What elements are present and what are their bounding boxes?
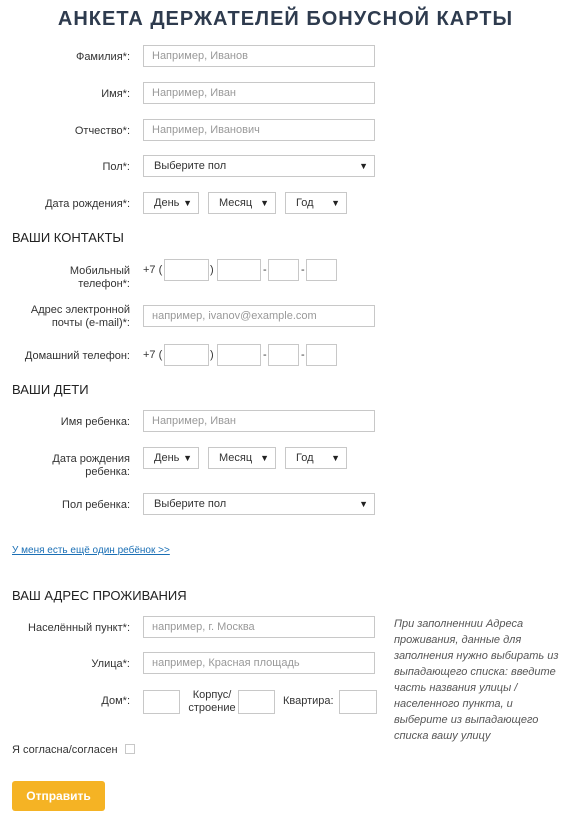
child-gender-label: Пол ребенка: <box>62 499 130 511</box>
mobile-phone-prefix: +7 ( <box>143 264 163 276</box>
home-phone-label: Домашний телефон: <box>24 350 130 362</box>
street-input[interactable]: например, Красная площадь <box>143 652 375 674</box>
chevron-down-icon: ▼ <box>260 453 269 463</box>
home-phone-paren: ) <box>210 349 214 361</box>
child-birth-day-value: День <box>154 452 180 464</box>
consent-checkbox[interactable] <box>125 744 135 754</box>
chevron-down-icon: ▼ <box>359 161 368 171</box>
chevron-down-icon: ▼ <box>359 499 368 509</box>
address-heading: ВАШ АДРЕС ПРОЖИВАНИЯ <box>12 588 187 603</box>
mobile-phone-part2-input[interactable] <box>268 259 299 281</box>
birth-year-select[interactable] <box>285 192 347 214</box>
child-birth-year-value: Год <box>296 452 314 464</box>
address-note: При заполненнии Адреса проживания, данные для заполнения нужно выбирать из выпадающего списка: введите часть названия улицы / населенного пункта, и выберите из выпадающего списка вашу улицу <box>394 618 559 742</box>
chevron-down-icon: ▼ <box>331 198 340 208</box>
child-name-input[interactable]: Например, Иван <box>143 410 375 432</box>
first-name-label: Имя*: <box>101 88 130 100</box>
child-birth-label-line2: ребенка: <box>85 466 130 478</box>
child-birth-label <box>20 453 130 479</box>
children-heading: ВАШИ ДЕТИ <box>12 382 89 397</box>
contacts-heading: ВАШИ КОНТАКТЫ <box>12 230 124 245</box>
mobile-phone-label <box>20 265 130 291</box>
gender-label: Пол*: <box>102 161 130 173</box>
house-label: Дом*: <box>101 695 130 707</box>
house-input[interactable] <box>143 690 180 714</box>
submit-button[interactable]: Отправить <box>12 781 105 811</box>
email-label-line1: Адрес электронной <box>30 304 130 316</box>
city-input[interactable]: например, г. Москва <box>143 616 375 638</box>
chevron-down-icon: ▼ <box>331 453 340 463</box>
child-gender-select[interactable] <box>143 493 375 515</box>
child-birth-year-select[interactable] <box>285 447 347 469</box>
email-label-line2: почты (e-mail)*: <box>51 317 130 329</box>
page-title: АНКЕТА ДЕРЖАТЕЛЕЙ БОНУСНОЙ КАРТЫ <box>57 8 514 30</box>
patronymic-input[interactable]: Например, Иванович <box>143 119 375 141</box>
add-child-link[interactable]: У меня есть ещё один ребёнок >> <box>12 545 170 556</box>
last-name-input[interactable]: Например, Иванов <box>143 45 375 67</box>
mobile-phone-dash: - <box>301 264 305 276</box>
home-phone-code-input[interactable] <box>164 344 209 366</box>
mobile-phone-part3-input[interactable] <box>306 259 337 281</box>
mobile-phone-dash: - <box>263 264 267 276</box>
mobile-phone-part1-input[interactable] <box>217 259 261 281</box>
mobile-phone-label-line1: Мобильный <box>69 265 130 277</box>
building-label <box>186 689 238 715</box>
child-name-label: Имя ребенка: <box>60 416 130 428</box>
home-phone-part3-input[interactable] <box>306 344 337 366</box>
mobile-phone-code-input[interactable] <box>164 259 209 281</box>
building-label-line2: строение <box>188 702 236 714</box>
home-phone-part2-input[interactable] <box>268 344 299 366</box>
street-label: Улица*: <box>91 658 130 670</box>
child-birth-month-select[interactable] <box>208 447 276 469</box>
gender-select[interactable] <box>143 155 375 177</box>
child-birth-day-select[interactable] <box>143 447 199 469</box>
apartment-input[interactable] <box>339 690 377 714</box>
child-gender-select-value: Выберите пол <box>154 498 227 510</box>
home-phone-dash: - <box>263 349 267 361</box>
last-name-label: Фамилия*: <box>75 51 130 63</box>
consent-label: Я согласна/согласен <box>12 744 118 756</box>
mobile-phone-paren: ) <box>210 264 214 276</box>
birth-year-value: Год <box>296 197 314 209</box>
home-phone-part1-input[interactable] <box>217 344 261 366</box>
building-label-line1: Корпус/ <box>192 689 232 701</box>
birth-day-value: День <box>154 197 180 209</box>
first-name-input[interactable]: Например, Иван <box>143 82 375 104</box>
birth-day-select[interactable] <box>143 192 199 214</box>
email-label <box>10 304 130 330</box>
apartment-label: Квартира: <box>283 695 334 707</box>
building-input[interactable] <box>238 690 275 714</box>
child-birth-month-value: Месяц <box>219 452 253 464</box>
chevron-down-icon: ▼ <box>260 198 269 208</box>
chevron-down-icon: ▼ <box>183 453 192 463</box>
home-phone-dash: - <box>301 349 305 361</box>
birth-month-select[interactable] <box>208 192 276 214</box>
home-phone-prefix: +7 ( <box>143 349 163 361</box>
mobile-phone-label-line2: телефон*: <box>78 278 130 290</box>
city-label: Населённый пункт*: <box>28 622 130 634</box>
patronymic-label: Отчество*: <box>74 125 130 137</box>
birth-date-label: Дата рождения*: <box>45 198 130 210</box>
child-birth-label-line1: Дата рождения <box>52 453 130 465</box>
gender-select-value: Выберите пол <box>154 160 227 172</box>
chevron-down-icon: ▼ <box>183 198 192 208</box>
birth-month-value: Месяц <box>219 197 253 209</box>
email-input[interactable]: например, ivanov@example.com <box>143 305 375 327</box>
